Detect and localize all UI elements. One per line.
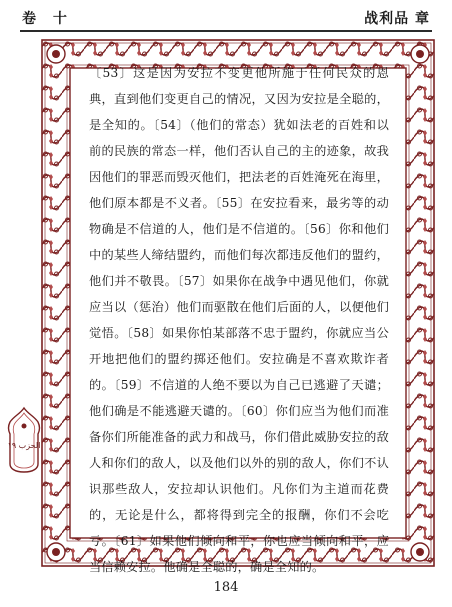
- page-number: 184: [213, 580, 239, 595]
- running-head-chapter: 战利品 章: [364, 11, 430, 27]
- verse-text: [89, 60, 389, 580]
- verse-paragraph: 〔53〕这是因为安拉不变更他所施于任何民众的恩典，直到他们变更自己的情况，又因为安拉是全聪的，是全知的。〔54〕（他们的常态）犹如法老的百姓和以前的民族的常态一样，他们否认自己的主的迹象，故我因他们的罪恶而毁灭他们，把法老的百姓淹死在海里，他们原本都是不义者。〔55〕在安拉看来，最劣等的动物确是不信道的人，他们是不信道的。〔56〕你和他们中的某些人缔结盟约，而他们每次都违反他们的盟约，他们并不敬畏。〔57〕如果你在战争中遇见他们，你就应当以（惩治）他们而驱散在他们后面的人，以便他们觉悟。〔58〕如果你怕某部落不忠于盟约，你就应当公开地把他们的盟约掷还他们。安拉确是不喜欢欺诈者的。〔59〕不信道的人绝不要以为自己已逃避了天谴；他们确是不能逃避天谴的。〔60〕你们应当为他们而准备你们所能准备的武力和战马，你们借此威胁安拉的敌人和你们的敌人，以及他们以外的别的敌人，你们不认识那些敌人，安拉却认识他们。凡你们为主道而花费的，无论是什么，都将得到完全的报酬，你们不会吃亏。〔61〕如果他们倾向和平，你也应当倾向和平，应当信赖安拉。他确是全聪的，确是全知的。: [89, 66, 389, 574]
- hizb-marker-label: الحزب ١٩: [7, 441, 41, 450]
- running-head-volume: 卷 十: [22, 11, 73, 27]
- header-rule: [20, 30, 432, 32]
- hizb-marker-icon: [6, 406, 42, 474]
